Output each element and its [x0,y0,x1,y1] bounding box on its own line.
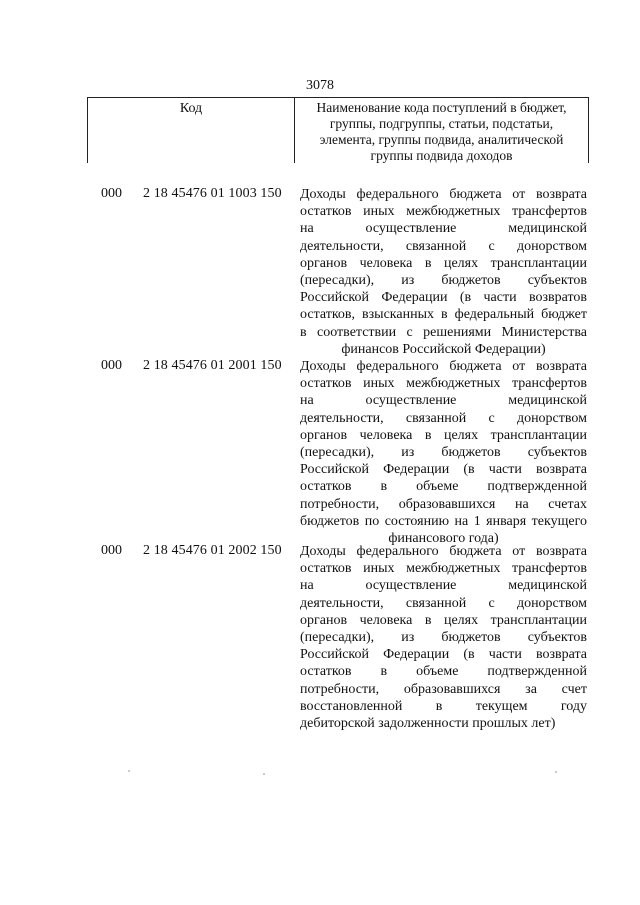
admin-code: 000 [101,543,122,558]
description-line: Доходы федерального бюджета от возврата [300,359,587,374]
admin-code: 000 [101,186,122,201]
description-line: Российской Федерации (в части возвратов [300,290,587,306]
description-line: Российской Федерации (в части возврата [300,647,587,663]
description-line: потребности, образовавшихся на счетах [300,496,587,512]
description-line: органов человека в целях трансплантации [300,255,587,271]
description-line: на осуществление медицинской [300,393,587,409]
header-code-cell: Код [88,98,295,163]
description-line: Доходы федерального бюджета от возврата [300,187,587,202]
description-line: бюджетов по состоянию на 1 января текущего [300,513,587,529]
description-line: Российской Федерации (в части возврата [300,462,587,478]
description-line: органов человека в целях трансплантации [300,612,587,628]
description-line: остатков, взысканных в федеральный бюджет [300,307,587,323]
description-line: на осуществление медицинской [300,221,587,237]
description-line: (пересадки), из бюджетов субъектов [300,445,587,461]
description-line: остатков иных межбюджетных трансфертов [300,561,587,577]
description-line: остатков иных межбюджетных трансфертов [300,376,587,392]
description-line: на осуществление медицинской [300,578,587,594]
description-line: Доходы федерального бюджета от возврата [300,544,587,559]
description-line: остатков иных межбюджетных трансфертов [300,204,587,220]
scan-speck [263,773,265,775]
header-name-line: элемента, группы подвида, аналитической [319,132,564,147]
description-line: финансов Российской Федерации) [341,341,546,357]
budget-code: 2 18 45476 01 1003 150 [143,186,282,201]
description-line: деятельности, связанной с донорством [300,238,587,254]
table-header [87,97,589,163]
budget-code: 2 18 45476 01 2001 150 [143,358,282,373]
header-name-line: Наименование кода поступлений в бюджет, [316,100,567,115]
description-line: органов человека в целях трансплантации [300,427,587,443]
description-line: финансового года) [388,531,499,547]
admin-code: 000 [101,358,122,373]
code-description [300,186,587,358]
description-line: остатков в объеме подтвержденной [300,664,587,680]
code-description [300,543,587,732]
scan-speck [128,770,130,772]
code-description [300,358,587,547]
description-line: дебиторской задолженности прошлых лет) [300,716,556,732]
header-name-line: группы, подгруппы, статьи, подстатьи, [329,116,554,131]
description-line: деятельности, связанной с донорством [300,595,587,611]
description-line: (пересадки), из бюджетов субъектов [300,630,587,646]
description-line: деятельности, связанной с донорством [300,410,587,426]
scan-speck [555,771,557,773]
page-number: 3078 [306,78,334,93]
description-line: (пересадки), из бюджетов субъектов [300,273,587,289]
header-name-cell [295,98,588,163]
description-line: остатков в объеме подтвержденной [300,479,587,495]
budget-code: 2 18 45476 01 2002 150 [143,543,282,558]
description-line: восстановленной в текущем году [300,698,587,714]
header-name-line: группы подвида доходов [370,148,513,163]
description-line: в соответствии с решениями Министерства [300,324,587,340]
description-line: потребности, образовавшихся за счет [300,681,587,697]
